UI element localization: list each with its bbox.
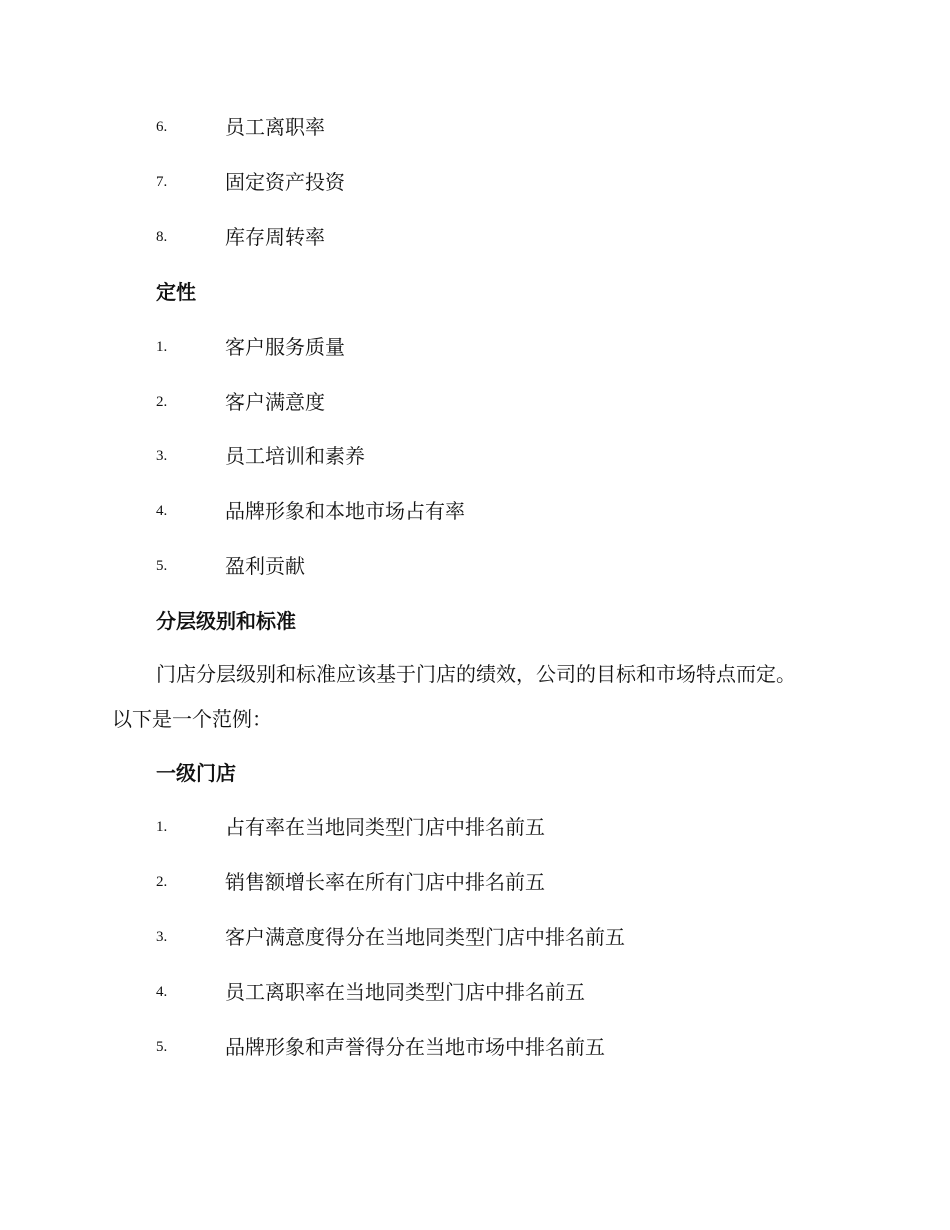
list-text: 占有率在当地同类型门店中排名前五: [225, 815, 545, 839]
list-number: 5.: [156, 1039, 168, 1055]
list-number: 7.: [156, 174, 168, 190]
list-number: 4.: [156, 984, 168, 1000]
list-text: 客户服务质量: [225, 335, 345, 359]
list-number: 6.: [156, 119, 168, 135]
section-heading-tier1: 一级门店: [156, 761, 236, 785]
body-paragraph: 门店分层级别和标准应该基于门店的绩效，公司的目标和市场特点而定。以下是一个范例：: [112, 662, 796, 731]
list-text: 员工培训和素养: [225, 444, 365, 468]
list-text: 库存周转率: [225, 225, 325, 249]
list-number: 4.: [156, 503, 168, 519]
list-text: 员工离职率在当地同类型门店中排名前五: [225, 980, 585, 1004]
list-text: 品牌形象和声誉得分在当地市场中排名前五: [225, 1035, 605, 1059]
list-text: 客户满意度得分在当地同类型门店中排名前五: [225, 925, 625, 949]
list-text: 客户满意度: [225, 390, 325, 414]
list-text: 固定资产投资: [225, 170, 345, 194]
list-text: 员工离职率: [225, 115, 325, 139]
list-text: 盈利贡献: [225, 554, 305, 578]
list-number: 1.: [156, 339, 168, 355]
list-number: 2.: [156, 394, 168, 410]
section-heading-qualitative: 定性: [156, 280, 196, 304]
list-number: 5.: [156, 558, 168, 574]
list-number: 3.: [156, 448, 168, 464]
list-text: 品牌形象和本地市场占有率: [225, 499, 465, 523]
list-number: 2.: [156, 874, 168, 890]
list-number: 8.: [156, 229, 168, 245]
list-number: 3.: [156, 929, 168, 945]
section-heading-tiers: 分层级别和标准: [156, 609, 296, 633]
list-number: 1.: [156, 819, 168, 835]
list-text: 销售额增长率在所有门店中排名前五: [225, 870, 545, 894]
